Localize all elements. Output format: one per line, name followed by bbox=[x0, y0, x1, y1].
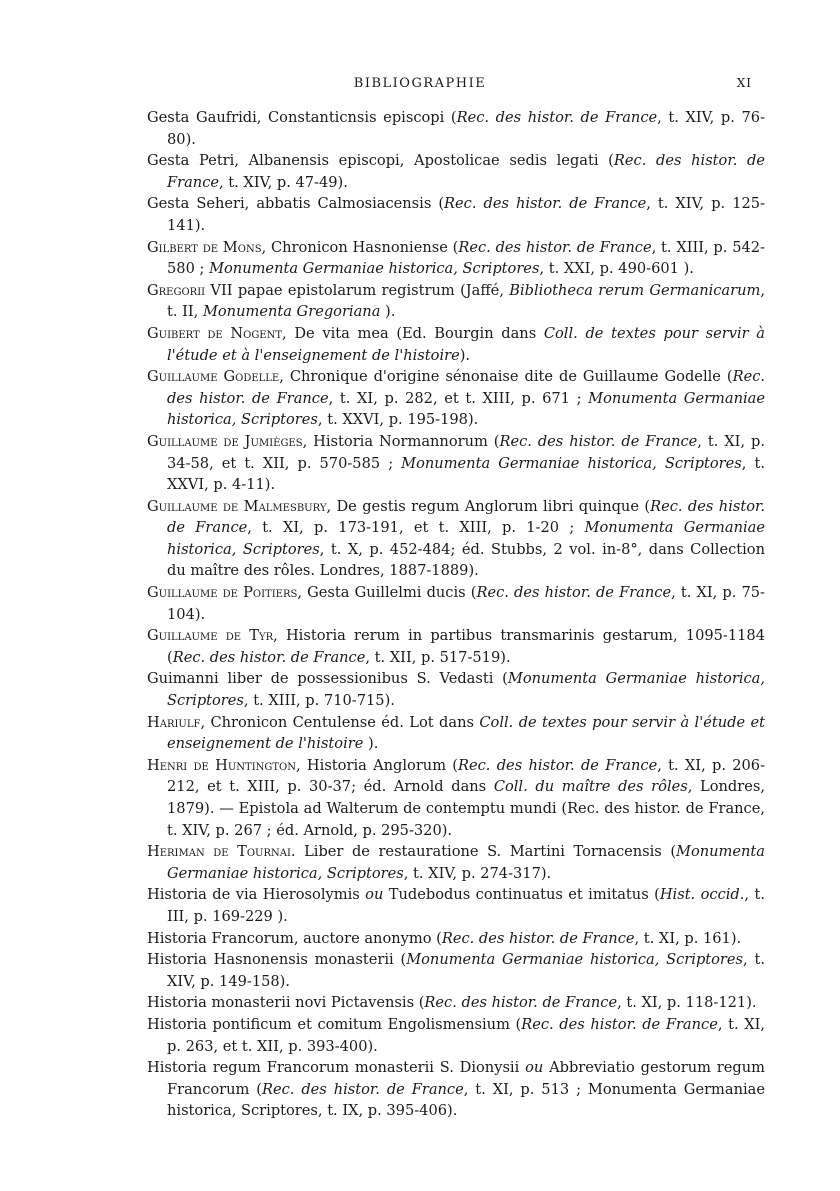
entry-tail: , t. II, bbox=[167, 281, 765, 321]
entry-ital: Bibliotheca rerum Germanicarum bbox=[509, 281, 761, 299]
bibliography-entry bbox=[147, 237, 765, 280]
entry-tail2: , t. X, p. 452-484; éd. Stubbs, 2 vol. in-8°, dans Collection du maître des rôles. Londres, 1887-1889). bbox=[167, 540, 765, 580]
entry-text: , Chronicon Centulense éd. Lot dans bbox=[200, 713, 480, 731]
bibliography-entries bbox=[147, 107, 765, 1122]
entry-ital: Rec. des histor. de France bbox=[424, 994, 618, 1012]
entry-ital: Rec. des histor. de France bbox=[172, 648, 366, 666]
entry-tail: , t. XI, p. 34-58, et t. XII, p. 570-585 ; bbox=[167, 432, 765, 472]
entry-text: Historia Hasnonensis monasterii ( bbox=[147, 951, 407, 969]
bibliography-entry bbox=[147, 280, 765, 323]
bibliography-entry bbox=[147, 712, 765, 755]
entry-tail: , t. XI, p. 206-212, et t. XIII, p. 30-37; éd. Arnold dans bbox=[167, 756, 766, 796]
entry-ital: Coll. de textes pour servir à l'étude et à l'enseignement de l'histoire bbox=[167, 324, 765, 364]
entry-tail: , t. XI, p. 118-121). bbox=[617, 994, 757, 1012]
entry-tail: ). bbox=[363, 735, 379, 753]
entry-ital: Rec. des histor. de France bbox=[521, 1015, 718, 1033]
entry-tail: , t. XI, p. 263, et t. XII, p. 393-400). bbox=[167, 1015, 766, 1055]
entry-ital: Monumenta Germaniae historica, Scriptores bbox=[406, 951, 744, 969]
entry-head: Gregorii bbox=[147, 281, 206, 299]
entry-ital2: Monumenta Germaniae historica, Scriptores bbox=[401, 454, 742, 472]
entry-text: Historia Francorum, auctore anonymo ( bbox=[147, 929, 442, 947]
page-number: XI bbox=[736, 76, 752, 90]
entry-head: Guillaume de Jumièges bbox=[147, 432, 303, 450]
bibliography-entry bbox=[147, 496, 765, 582]
entry-ital: Rec. des histor. de France bbox=[167, 152, 765, 191]
bibliography-entry bbox=[147, 928, 765, 950]
entry-text: Gesta Petri, Albanensis episcopi, Apostolicae sedis legati ( bbox=[147, 152, 614, 170]
entry-tail: , t. XI, p. 75-104). bbox=[167, 584, 765, 623]
entry-text: , Historia Anglorum ( bbox=[296, 756, 458, 774]
entry-tail: Abbreviatio gestorum regum Francorum ( bbox=[167, 1059, 765, 1098]
bibliography-entry bbox=[147, 193, 765, 236]
entry-ital: Rec. des histor. de France bbox=[441, 929, 635, 947]
entry-tail: , t. XIV, p. 47-49). bbox=[219, 173, 348, 191]
entry-ital: Rec. des histor. de France bbox=[444, 195, 647, 213]
entry-tail2: , t. XXVI, p. 4-11). bbox=[167, 454, 765, 494]
entry-text: , Gesta Guillelmi ducis ( bbox=[297, 584, 477, 602]
entry-ital: Rec. des histor. de France bbox=[476, 584, 672, 602]
running-head bbox=[0, 72, 840, 96]
entry-tail: , t. XIV, p. 274-317). bbox=[403, 864, 552, 882]
entry-text: Gesta Seheri, abbatis Calmosiacensis ( bbox=[147, 195, 445, 213]
entry-head: Guillaume de Malmesbury bbox=[147, 497, 327, 515]
entry-tail2: , t. XI, p. 513 ; Monumenta Germaniae historica, Scriptores, t. IX, p. 395-406). bbox=[167, 1080, 765, 1120]
entry-tail2: , Londres, 1879). — Epistola ad Walterum de contemptu mundi (Rec. des histor. de France, t. XIV, p. 267 ; éd. Arnold, p. 295-320). bbox=[167, 778, 765, 839]
entry-ital2: Coll. du maître des rôles bbox=[493, 778, 688, 796]
entry-text: Historia de via Hierosolymis bbox=[147, 886, 366, 904]
entry-ital2: Monumenta Germaniae historica, Scriptores bbox=[167, 389, 765, 429]
entry-tail2: , t. XXI, p. 490-601 ). bbox=[539, 260, 694, 278]
entry-tail: Tudebodus continuatus et imitatus ( bbox=[383, 886, 660, 904]
entry-head: Guillaume de Tyr bbox=[147, 627, 274, 645]
entry-ital: Rec. des histor. de France bbox=[458, 238, 652, 256]
bibliography-entry bbox=[147, 992, 765, 1014]
entry-ital: Rec. des histor. de France bbox=[499, 432, 698, 450]
entry-head: Guillaume de Poitiers bbox=[147, 584, 298, 602]
bibliography-entry bbox=[147, 107, 765, 150]
entry-text: , Chronique d'origine sénonaise dite de Guillaume Godelle ( bbox=[279, 368, 733, 386]
bibliography-entry bbox=[147, 366, 765, 431]
entry-ital: Rec. des histor. de France bbox=[167, 368, 766, 407]
bibliography-entry bbox=[147, 949, 765, 992]
bibliography-entry bbox=[147, 431, 765, 496]
entry-ital: Coll. de textes pour servir à l'étude et enseignement de l'histoire bbox=[167, 713, 765, 753]
entry-tail: , t. XIII, p. 710-715). bbox=[243, 692, 395, 710]
entry-text: , Historia Normannorum ( bbox=[302, 432, 500, 450]
entry-ital: Rec. des histor. de France bbox=[456, 109, 658, 126]
entry-tail2: ). bbox=[380, 303, 396, 321]
entry-tail2: , t. III, p. 169-229 ). bbox=[167, 886, 765, 925]
entry-tail: , t. XIV, p. 76-80). bbox=[167, 109, 765, 148]
running-title: BIBLIOGRAPHIE bbox=[353, 76, 487, 91]
entry-ital2: Rec. des histor. de France bbox=[261, 1080, 464, 1098]
entry-ital: ou bbox=[365, 886, 384, 904]
entry-text: VII papae epistolarum registrum (Jaffé, bbox=[205, 281, 510, 299]
entry-text: , De vita mea (Ed. Bourgin dans bbox=[282, 324, 544, 342]
bibliography-entry bbox=[147, 582, 765, 625]
entry-head: Heriman de Tournai bbox=[147, 843, 291, 861]
bibliography-entry bbox=[147, 625, 765, 668]
entry-head: Hariulf bbox=[147, 713, 201, 731]
entry-head: Gilbert de Mons bbox=[147, 238, 262, 256]
entry-head: Henri de Huntington bbox=[147, 756, 297, 774]
entry-head: Guibert de Nogent bbox=[147, 324, 283, 342]
entry-ital2: Hist. occid. bbox=[659, 886, 745, 904]
entry-text: , Historia rerum in partibus transmarinis gestarum, 1095-1184 ( bbox=[167, 627, 765, 666]
bibliography-entry bbox=[147, 323, 765, 366]
bibliography-entry bbox=[147, 1014, 765, 1057]
entry-tail: , t. XI, p. 161). bbox=[634, 929, 742, 947]
entry-tail: ). bbox=[459, 346, 471, 364]
entry-ital2: Monumenta Germaniae historica, Scriptores bbox=[167, 519, 765, 558]
entry-text: Historia pontificum et comitum Engolismensium ( bbox=[147, 1015, 522, 1033]
entry-text: . Liber de restauratione S. Martini Tornacensis ( bbox=[290, 843, 677, 861]
entry-head: Guillaume Godelle bbox=[147, 368, 280, 386]
bibliography-entry bbox=[147, 755, 765, 841]
entry-tail: , t. XIV, p. 125-141). bbox=[167, 195, 765, 234]
bibliography-entry bbox=[147, 1057, 765, 1122]
entry-ital: ou bbox=[525, 1059, 544, 1077]
entry-tail: , t. XIV, p. 149-158). bbox=[167, 951, 765, 990]
entry-ital: Monumenta Germaniae historica, Scriptores bbox=[167, 670, 766, 710]
entry-text: Historia monasterii novi Pictavensis ( bbox=[147, 994, 425, 1012]
bibliography-entry bbox=[147, 841, 765, 884]
entry-ital: Monumenta Germaniae historica, Scriptores bbox=[167, 843, 765, 882]
entry-text: Historia regum Francorum monasterii S. Dionysii bbox=[147, 1059, 526, 1077]
entry-ital2: Monumenta Germaniae historica, Scriptores bbox=[209, 260, 540, 278]
entry-text: Gesta Gaufridi, Constanticnsis episcopi ( bbox=[147, 109, 457, 126]
bibliography-entry bbox=[147, 668, 765, 711]
entry-text: , De gestis regum Anglorum libri quinque ( bbox=[326, 497, 651, 515]
entry-text: , Chronicon Hasnoniense ( bbox=[261, 238, 459, 256]
entry-ital2: Monumenta Gregoriana bbox=[202, 303, 381, 321]
entry-tail: , t. XII, p. 517-519). bbox=[365, 648, 511, 666]
entry-tail: , t. XIII, p. 542-580 ; bbox=[167, 238, 765, 278]
entry-ital: Rec. des histor. de France bbox=[167, 497, 766, 537]
bibliography-entry bbox=[147, 150, 765, 193]
bibliography-entry bbox=[147, 884, 765, 927]
entry-tail: , t. XI, p. 282, et t. XIII, p. 671 ; bbox=[328, 389, 589, 407]
entry-ital: Rec. des histor. de France bbox=[458, 756, 658, 774]
entry-text: Guimanni liber de possessionibus S. Vedasti ( bbox=[147, 670, 508, 688]
entry-tail2: , t. XXVI, p. 195-198). bbox=[317, 411, 479, 429]
entry-tail: , t. XI, p. 173-191, et t. XIII, p. 1-20 ; bbox=[247, 519, 585, 537]
